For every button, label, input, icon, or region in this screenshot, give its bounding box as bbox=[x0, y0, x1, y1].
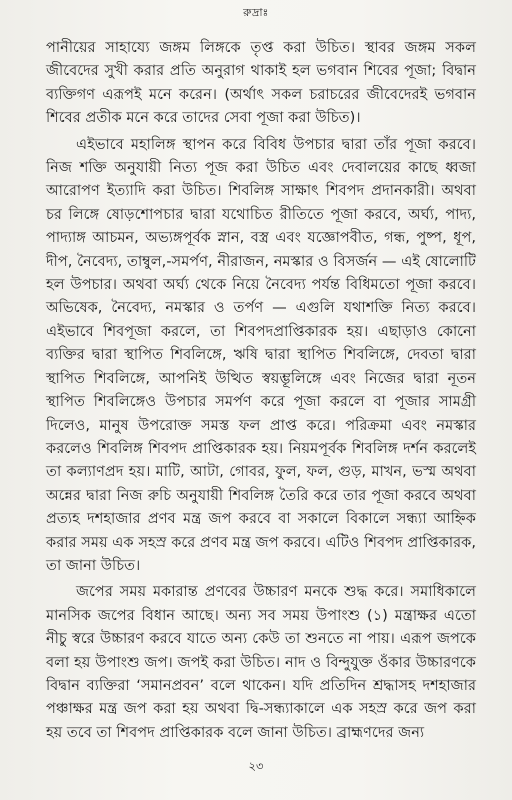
running-header: রুদ্রাঃ bbox=[243, 6, 269, 19]
paragraph-2: এইভাবে মহালিঙ্গ স্থাপন করে বিবিধ উপচার দ্বারা তাঁর পূজা করবে। নিজ শক্তি অনুযায়ী নিত্য পূজ করা উচিত এবং দেবালয়ের কাছে ধ্বজা আরোপণ ইত্যাদি করা উচিত। শিবলিঙ্গ সাক্ষাৎ শিবপদ প্রদানকারী। অথবা চর লিঙ্গে ষোড়শোপচার দ্বারা যথোচিত রীতিতে পূজা করবে, অর্ঘ্য, পাদ্য, পাদ্যাঙ্গ আচমন, অভ্যঙ্গপূর্বক স্নান, বস্ত্র এবং যজ্ঞোপবীত, গন্ধ, পুষ্প, ধূপ, দীপ, নৈবেদ্য, তাম্বুল,-সমর্পণ, নীরাজন, নমস্কার ও বিসর্জন — এই ষোলোটি হল উপচার। অথবা অর্ঘ্য থেকে নিয়ে নৈবেদ্য পর্যন্ত বিধিমতো পূজা করবে। অভিষেক, নৈবেদ্য, নমস্কার ও তর্পণ — এগুলি যথাশক্তি নিত্য করবে। এইভাবে শিবপূজা করলে, তা শিবপদপ্রাপ্তিকারক হয়। এছাড়াও কোনো ব্যক্তির দ্বারা স্থাপিত শিবলিঙ্গে, ঋষি দ্বারা স্থাপিত শিবলিঙ্গে, দেবতা দ্বারা স্থাপিত শিবলিঙ্গে, আপনিই উত্থিত স্বয়ম্ভূলিঙ্গে এবং নিজের দ্বারা নূতন স্থাপিত শিবলিঙ্গেও উপচার সমর্পণ করে পূজা করলে বা পূজার সামগ্রী দিলেও, মানুষ উপরোক্ত সমস্ত ফল প্রাপ্ত করে। পরিক্রমা এবং নমস্কার করলেও শিবলিঙ্গ শিবপদ প্রাপ্তিকারক হয়। নিয়মপূর্বক শিবলিঙ্গ দর্শন করলেই তা কল্যাণপ্রদ হয়। মাটি, আটা, গোবর, ফুল, ফল, গুড়, মাখন, ভস্ম অথবা অন্নের দ্বারা নিজ রুচি অনুযায়ী শিবলিঙ্গ তৈরি করে তার পূজা করবে অথবা প্রত্যহ দশহাজার প্রণব মন্ত্র জপ করবে বা সকালে বিকালে সন্ধ্যা আহ্নিক করার সময় এক সহস্র করে প্রণব মন্ত্র জপ করবে। এটিও শিবপদ প্রাপ্তিকারক, তা জানা উচিত। bbox=[46, 135, 476, 574]
page-number: ২৩ bbox=[248, 759, 264, 773]
paragraph-3: জপের সময় মকারান্ত প্রণবের উচ্চারণ মনকে শুদ্ধ করে। সমাধিকালে মানসিক জপের বিধান আছে। অন্য সব সময় উপাংশু (১) মন্ত্রাক্ষর এতো নীচু স্বরে উচ্চারণ করবে যাতে অন্য কেউ তা শুনতে না পায়। এরূপ জপকে বলা হয় উপাংশু জপ। জপই করা উচিত। নাদ ও বিন্দুযুক্ত ওঁকার উচ্চারণকে বিদ্বান ব্যক্তিরা ‘সমানপ্রবন’ বলে থাকেন। যদি প্রতিদিন শ্রদ্ধাসহ দশহাজার পঞ্চাক্ষর মন্ত্র জপ করা হয় অথবা দ্বি-সন্ধ্যাকালে এক সহস্র করে জপ করা হয় তবে তা শিবপদ প্রাপ্তিকারক বলে জানা উচিত। ব্রাহ্মণদের জন্য bbox=[46, 583, 476, 741]
page-body bbox=[46, 36, 476, 744]
paragraph-1: পানীয়ের সাহায্যে জঙ্গম লিঙ্গকে তৃপ্ত করা উচিত। স্থাবর জঙ্গম সকল জীবেদের সুখী করার প্রতি অনুরাগ থাকাই হল ভগবান শিবের পূজা; বিদ্বান ব্যক্তিগণ এরূপই মনে করেন। (অর্থাৎ সকল চরাচরের জীবেদেরই ভগবান শিবের প্রতীক মনে করে তাদের সেবা পূজা করা উচিত)। bbox=[46, 39, 476, 127]
